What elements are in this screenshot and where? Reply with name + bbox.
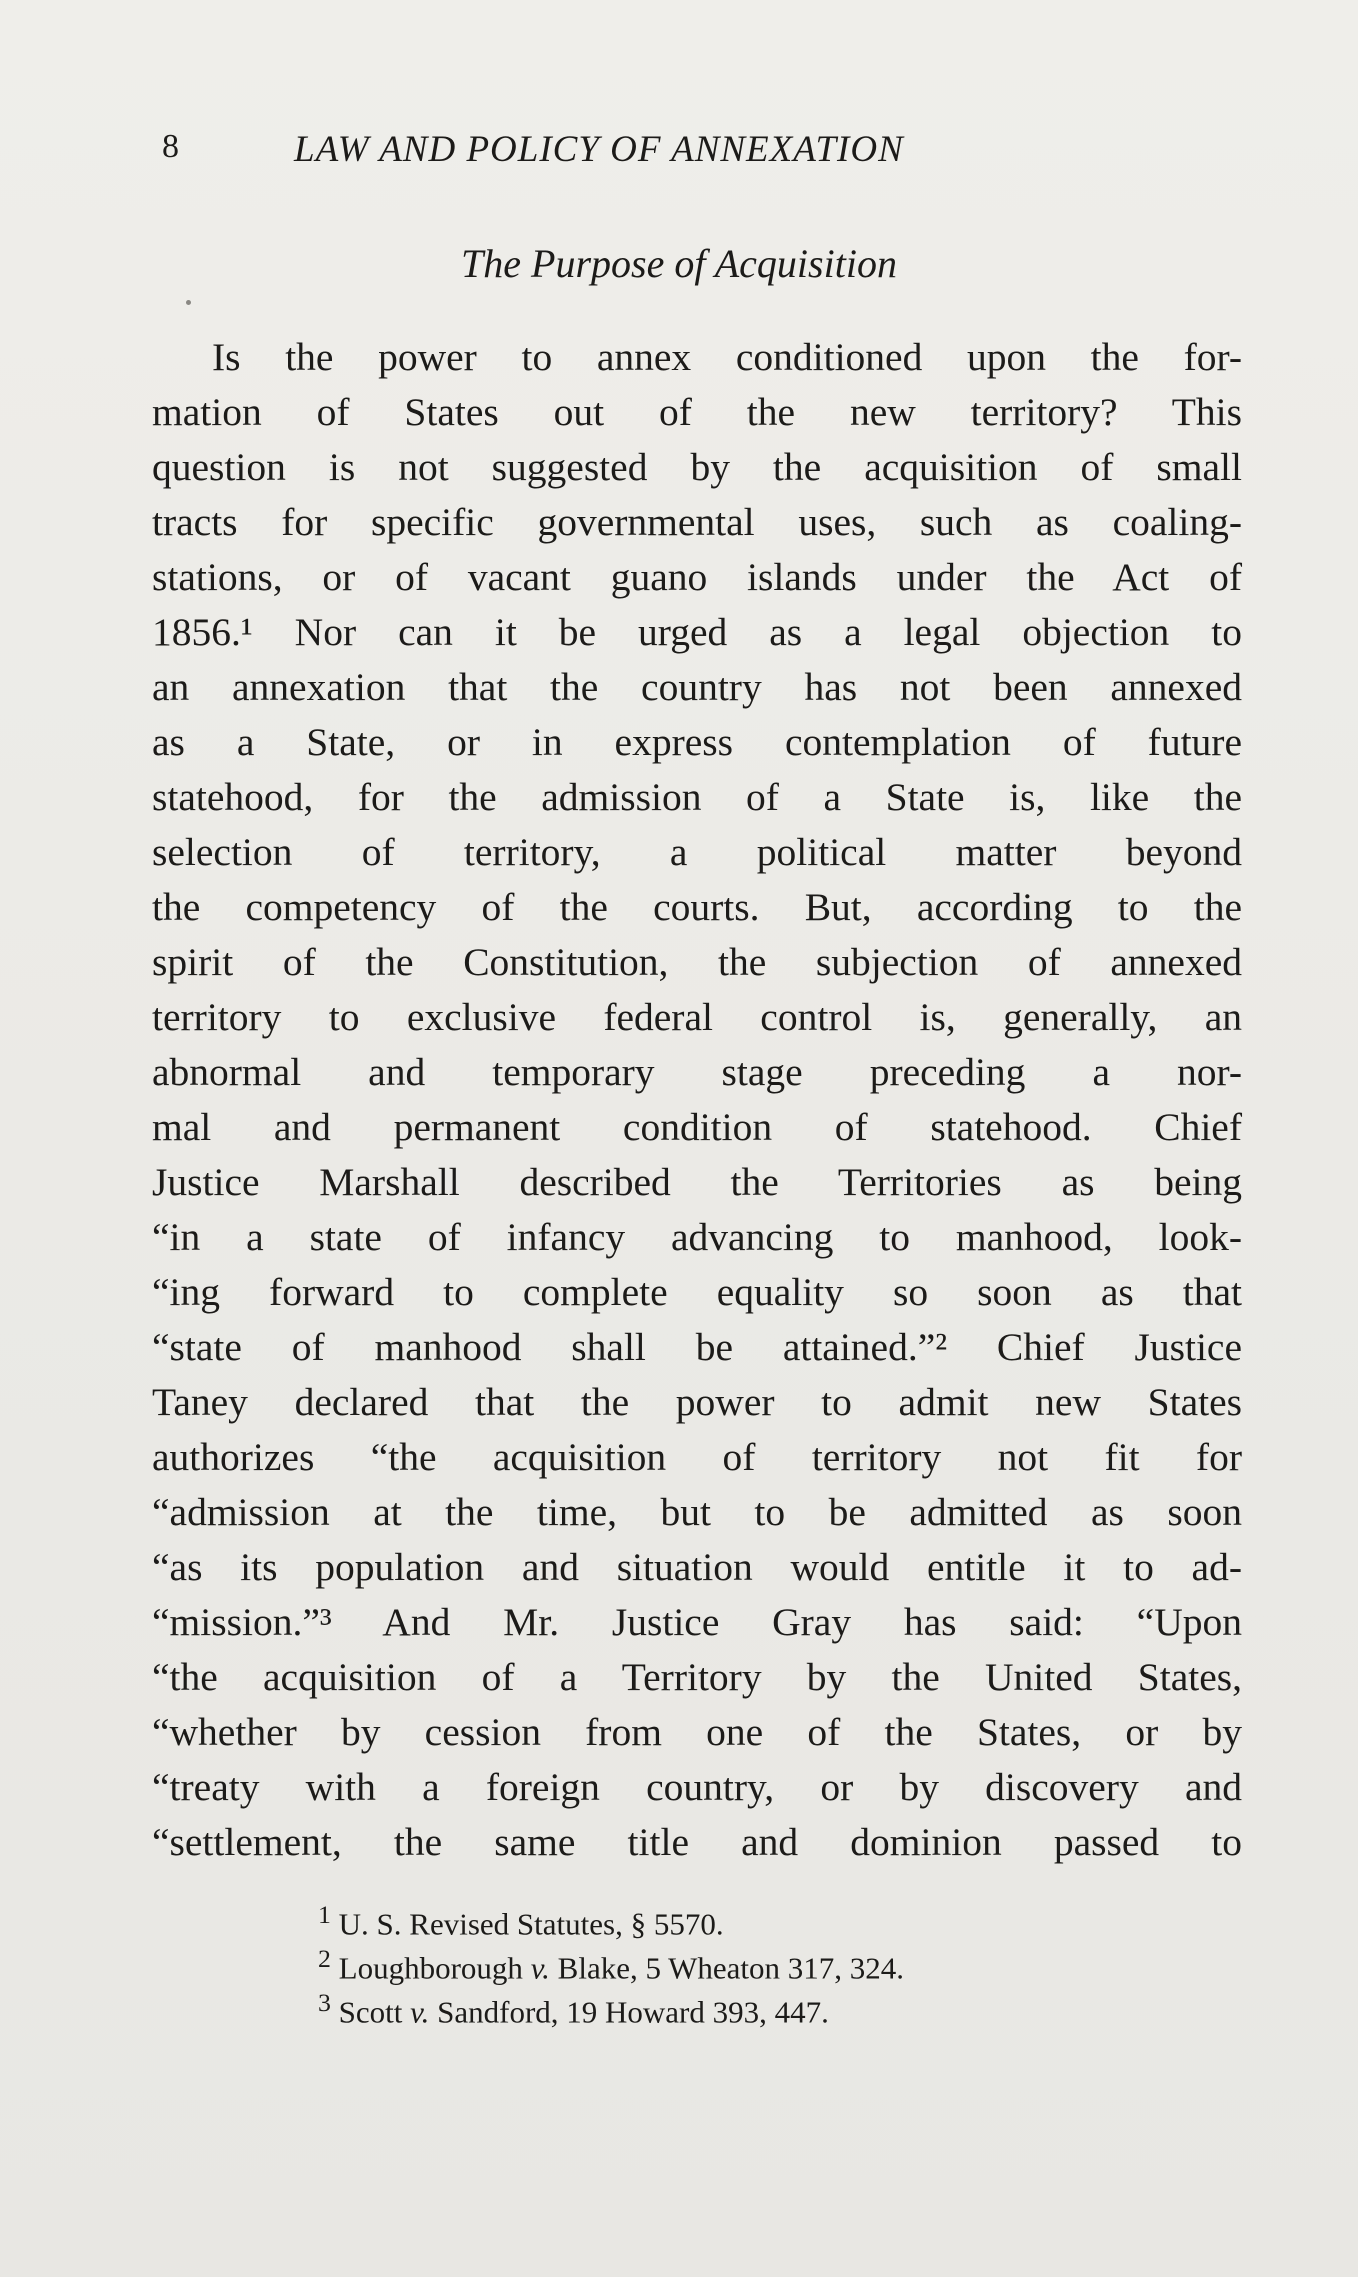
text-line: territory to exclusive federal control is, generally, an <box>152 995 1242 1039</box>
text-line: “state of manhood shall be attained.”² Chief Justice <box>152 1325 1242 1369</box>
text-line: Is the power to annex conditioned upon the for- <box>212 335 1242 379</box>
text-line: Justice Marshall described the Territories as being <box>152 1160 1242 1204</box>
running-title: LAW AND POLICY OF ANNEXATION <box>294 129 904 170</box>
text-line: “admission at the time, but to be admitted as soon <box>152 1490 1242 1534</box>
text-line: “treaty with a foreign country, or by discovery and <box>152 1765 1242 1809</box>
text-line: as a State, or in express contemplation of future <box>152 720 1242 764</box>
text-line: “settlement, the same title and dominion passed to <box>152 1820 1242 1864</box>
footnote-1 <box>318 1893 1178 1942</box>
footnote-text: Sandford, 19 Howard 393, 447. <box>429 1994 829 2030</box>
text-line: “as its population and situation would entitle it to ad- <box>152 1545 1242 1589</box>
text-line: tracts for specific governmental uses, such as coaling- <box>152 500 1242 544</box>
text-line: statehood, for the admission of a State is, like the <box>152 775 1242 819</box>
running-header <box>162 128 1122 188</box>
footnote-text: Scott <box>338 1994 411 2030</box>
text-line: “whether by cession from one of the States, or by <box>152 1710 1242 1754</box>
footnote-3 <box>318 1981 1178 2030</box>
text-line: an annexation that the country has not been annexed <box>152 665 1242 709</box>
text-line: “ing forward to complete equality so soon as that <box>152 1270 1242 1314</box>
footnote-marker: 3 <box>318 1988 331 2017</box>
ink-speck <box>186 300 191 305</box>
footnote-versus: v. <box>530 1950 550 1986</box>
footnote-2 <box>318 1937 1178 1986</box>
text-line: mation of States out of the new territory? This <box>152 390 1242 434</box>
text-line: authorizes “the acquisition of territory not fit for <box>152 1435 1242 1479</box>
text-line: selection of territory, a political matter beyond <box>152 830 1242 874</box>
footnote-text: U. S. Revised Statutes, § 5570. <box>338 1906 724 1942</box>
text-line: the competency of the courts. But, according to the <box>152 885 1242 929</box>
footnote-marker: 2 <box>318 1944 331 1973</box>
footnote-text: Blake, 5 Wheaton 317, 324. <box>549 1950 905 1986</box>
text-line: “in a state of infancy advancing to manhood, look- <box>152 1215 1242 1259</box>
text-line: abnormal and temporary stage preceding a nor- <box>152 1050 1242 1094</box>
page-number: 8 <box>162 128 180 165</box>
text-line: 1856.¹ Nor can it be urged as a legal objection to <box>152 610 1242 654</box>
text-line: mal and permanent condition of statehood. Chief <box>152 1105 1242 1149</box>
text-line: stations, or of vacant guano islands under the Act of <box>152 555 1242 599</box>
footnote-versus: v. <box>410 1994 430 2030</box>
text-line: Taney declared that the power to admit new States <box>152 1380 1242 1424</box>
footnote-text: Loughborough <box>338 1950 531 1986</box>
text-line: “the acquisition of a Territory by the United States, <box>152 1655 1242 1699</box>
body-paragraph <box>152 330 1242 1870</box>
section-heading: The Purpose of Acquisition <box>461 241 897 286</box>
footnote-marker: 1 <box>318 1900 331 1929</box>
text-line: spirit of the Constitution, the subjection of annexed <box>152 940 1242 984</box>
text-line: “mission.”³ And Mr. Justice Gray has said: “Upon <box>152 1600 1242 1644</box>
text-line: question is not suggested by the acquisition of small <box>152 445 1242 489</box>
footnotes <box>318 1893 1178 2030</box>
